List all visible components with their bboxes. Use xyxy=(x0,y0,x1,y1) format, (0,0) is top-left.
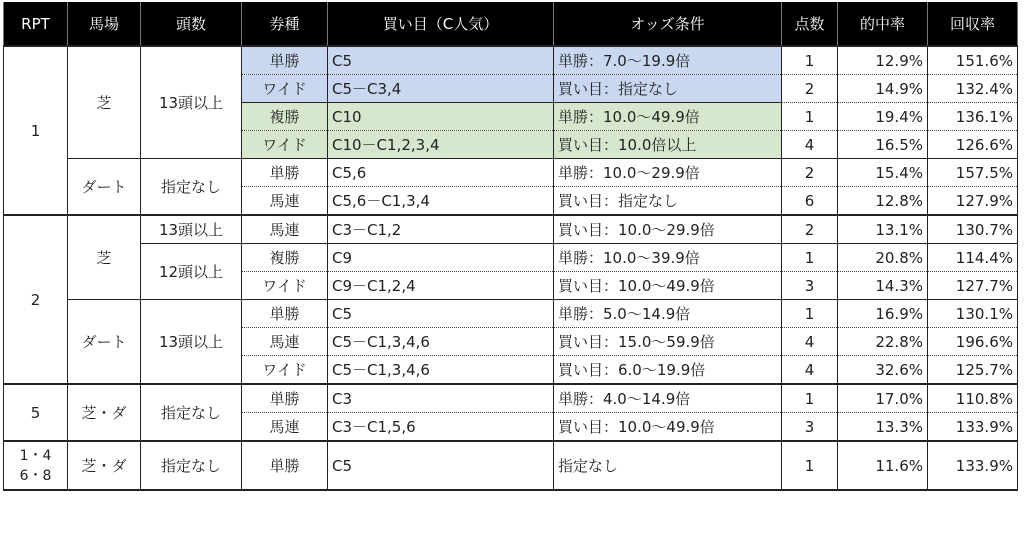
baba-cell: 芝・ダ xyxy=(68,441,141,490)
hit-rate-cell: 14.9% xyxy=(838,75,928,103)
rpt-betting-table xyxy=(3,2,1018,491)
points-cell: 4 xyxy=(782,328,838,356)
hit-rate-cell: 12.8% xyxy=(838,187,928,216)
table-container xyxy=(3,2,1018,491)
points-cell: 1 xyxy=(782,103,838,131)
table-row xyxy=(4,46,1018,75)
ticket-type-cell: ワイド xyxy=(242,356,328,385)
hit-rate-cell: 11.6% xyxy=(838,441,928,490)
hit-rate-cell: 19.4% xyxy=(838,103,928,131)
points-cell: 1 xyxy=(782,244,838,272)
hit-rate-cell: 16.5% xyxy=(838,131,928,159)
buy-cell: C9 xyxy=(328,244,554,272)
rpt-line-2: 6・8 xyxy=(19,467,52,484)
tousu-cell: 13頭以上 xyxy=(141,215,242,244)
header-hit-rate: 的中率 xyxy=(838,2,928,46)
return-rate-cell: 133.9% xyxy=(928,413,1018,442)
buy-cell: C3－C1,5,6 xyxy=(328,413,554,442)
ticket-type-cell: ワイド xyxy=(242,131,328,159)
buy-cell: C5,6 xyxy=(328,159,554,187)
return-rate-cell: 110.8% xyxy=(928,384,1018,413)
return-rate-cell: 127.9% xyxy=(928,187,1018,216)
odds-cell: 単勝：5.0～14.9倍 xyxy=(554,300,782,328)
tousu-cell: 13頭以上 xyxy=(141,46,242,159)
tousu-cell: 指定なし xyxy=(141,159,242,216)
return-rate-cell: 114.4% xyxy=(928,244,1018,272)
odds-cell: 買い目：10.0倍以上 xyxy=(554,131,782,159)
points-cell: 1 xyxy=(782,441,838,490)
odds-cell: 買い目：10.0～49.9倍 xyxy=(554,413,782,442)
hit-rate-cell: 15.4% xyxy=(838,159,928,187)
baba-cell: 芝 xyxy=(68,46,141,159)
ticket-type-cell: 単勝 xyxy=(242,300,328,328)
hit-rate-cell: 32.6% xyxy=(838,356,928,385)
return-rate-cell: 125.7% xyxy=(928,356,1018,385)
odds-cell: 単勝：7.0～19.9倍 xyxy=(554,46,782,75)
return-rate-cell: 126.6% xyxy=(928,131,1018,159)
return-rate-cell: 136.1% xyxy=(928,103,1018,131)
ticket-type-cell: 馬連 xyxy=(242,215,328,244)
hit-rate-cell: 17.0% xyxy=(838,384,928,413)
header-tousu: 頭数 xyxy=(141,2,242,46)
odds-cell: 単勝：10.0～29.9倍 xyxy=(554,159,782,187)
header-odds: オッズ条件 xyxy=(554,2,782,46)
tousu-cell: 12頭以上 xyxy=(141,244,242,300)
rpt-cell: 1 xyxy=(4,46,68,215)
header-row xyxy=(4,2,1018,46)
return-rate-cell: 130.7% xyxy=(928,215,1018,244)
buy-cell: C5 xyxy=(328,441,554,490)
points-cell: 2 xyxy=(782,75,838,103)
buy-cell: C3 xyxy=(328,384,554,413)
odds-cell: 単勝：10.0～39.9倍 xyxy=(554,244,782,272)
baba-cell: ダート xyxy=(68,300,141,385)
table-row xyxy=(4,300,1018,328)
hit-rate-cell: 13.1% xyxy=(838,215,928,244)
points-cell: 4 xyxy=(782,356,838,385)
buy-cell: C5,6－C1,3,4 xyxy=(328,187,554,216)
odds-cell: 買い目：6.0～19.9倍 xyxy=(554,356,782,385)
ticket-type-cell: 単勝 xyxy=(242,46,328,75)
ticket-type-cell: 馬連 xyxy=(242,187,328,216)
buy-cell: C3－C1,2 xyxy=(328,215,554,244)
tousu-cell: 13頭以上 xyxy=(141,300,242,385)
points-cell: 2 xyxy=(782,215,838,244)
points-cell: 3 xyxy=(782,272,838,300)
rpt-cell: 2 xyxy=(4,215,68,384)
table-row xyxy=(4,244,1018,272)
baba-cell: 芝 xyxy=(68,215,141,300)
return-rate-cell: 130.1% xyxy=(928,300,1018,328)
ticket-type-cell: 単勝 xyxy=(242,159,328,187)
points-cell: 3 xyxy=(782,413,838,442)
buy-cell: C10 xyxy=(328,103,554,131)
points-cell: 4 xyxy=(782,131,838,159)
buy-cell: C9－C1,2,4 xyxy=(328,272,554,300)
ticket-type-cell: 馬連 xyxy=(242,328,328,356)
return-rate-cell: 157.5% xyxy=(928,159,1018,187)
ticket-type-cell: ワイド xyxy=(242,272,328,300)
odds-cell: 買い目：指定なし xyxy=(554,187,782,216)
odds-cell: 買い目：10.0～29.9倍 xyxy=(554,215,782,244)
points-cell: 1 xyxy=(782,46,838,75)
buy-cell: C5 xyxy=(328,300,554,328)
buy-cell: C5－C3,4 xyxy=(328,75,554,103)
odds-cell: 単勝：4.0～14.9倍 xyxy=(554,384,782,413)
buy-cell: C10－C1,2,3,4 xyxy=(328,131,554,159)
table-row xyxy=(4,441,1018,490)
buy-cell: C5－C1,3,4,6 xyxy=(328,356,554,385)
return-rate-cell: 196.6% xyxy=(928,328,1018,356)
hit-rate-cell: 14.3% xyxy=(838,272,928,300)
ticket-type-cell: 馬連 xyxy=(242,413,328,442)
ticket-type-cell: 単勝 xyxy=(242,441,328,490)
points-cell: 6 xyxy=(782,187,838,216)
odds-cell: 買い目：15.0～59.9倍 xyxy=(554,328,782,356)
rpt-cell: 5 xyxy=(4,384,68,441)
table-row xyxy=(4,384,1018,413)
odds-cell: 買い目：指定なし xyxy=(554,75,782,103)
header-buy: 買い目（C人気） xyxy=(328,2,554,46)
hit-rate-cell: 16.9% xyxy=(838,300,928,328)
points-cell: 1 xyxy=(782,300,838,328)
ticket-type-cell: 複勝 xyxy=(242,244,328,272)
ticket-type-cell: ワイド xyxy=(242,75,328,103)
buy-cell: C5 xyxy=(328,46,554,75)
tousu-cell: 指定なし xyxy=(141,384,242,441)
odds-cell: 指定なし xyxy=(554,441,782,490)
baba-cell: ダート xyxy=(68,159,141,216)
return-rate-cell: 151.6% xyxy=(928,46,1018,75)
hit-rate-cell: 12.9% xyxy=(838,46,928,75)
return-rate-cell: 127.7% xyxy=(928,272,1018,300)
return-rate-cell: 133.9% xyxy=(928,441,1018,490)
table-row xyxy=(4,159,1018,187)
buy-cell: C5－C1,3,4,6 xyxy=(328,328,554,356)
header-rpt: RPT xyxy=(4,2,68,46)
rpt-line-1: 1・4 xyxy=(19,447,52,464)
return-rate-cell: 132.4% xyxy=(928,75,1018,103)
ticket-type-cell: 単勝 xyxy=(242,384,328,413)
hit-rate-cell: 22.8% xyxy=(838,328,928,356)
points-cell: 1 xyxy=(782,384,838,413)
header-points: 点数 xyxy=(782,2,838,46)
odds-cell: 買い目：10.0～49.9倍 xyxy=(554,272,782,300)
odds-cell: 単勝：10.0～49.9倍 xyxy=(554,103,782,131)
header-baba: 馬場 xyxy=(68,2,141,46)
points-cell: 2 xyxy=(782,159,838,187)
hit-rate-cell: 13.3% xyxy=(838,413,928,442)
rpt-cell xyxy=(4,441,68,490)
tousu-cell: 指定なし xyxy=(141,441,242,490)
table-row xyxy=(4,215,1018,244)
ticket-type-cell: 複勝 xyxy=(242,103,328,131)
header-ticket-type: 券種 xyxy=(242,2,328,46)
hit-rate-cell: 20.8% xyxy=(838,244,928,272)
baba-cell: 芝・ダ xyxy=(68,384,141,441)
header-return-rate: 回収率 xyxy=(928,2,1018,46)
